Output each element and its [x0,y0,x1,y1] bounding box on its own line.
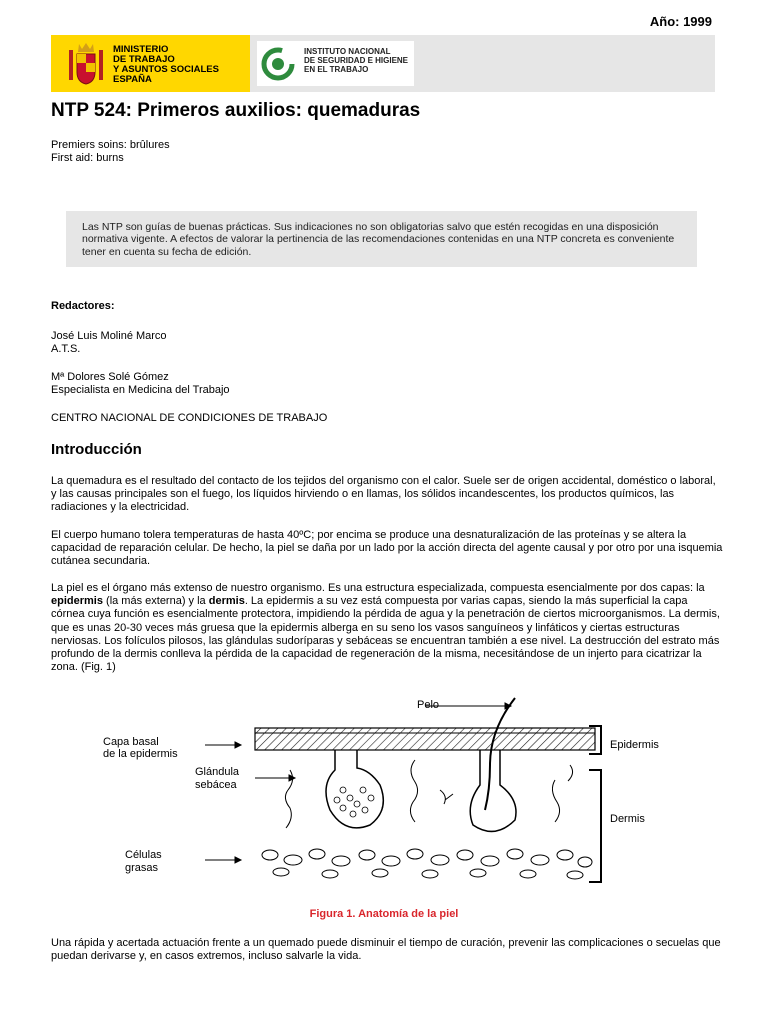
label-celulas-2: grasas [125,862,159,874]
fat-cells [262,849,592,879]
alt-titles [51,139,170,165]
label-glandula-2: sebácea [195,779,237,791]
hair-follicle [470,750,516,831]
ministry-name [113,45,219,85]
epidermis-layer [255,728,595,750]
notice-text: Las NTP son guías de buenas prácticas. Sus indicaciones no son obligatorias salvo que estén recogidas en una disposición normativa vigente. A efectos de valorar la pertinencia de las recomendaciones contenidas en una NTP concreta es conveniente tener en cuenta su fecha de edición. [82,221,675,258]
p3-text: (la más externa) y la [102,595,209,608]
page-title: NTP 524: Primeros auxilios: quemaduras [51,100,421,121]
ministry-line: Y ASUNTOS SOCIALES [113,64,219,75]
label-pelo: Pelo [417,699,440,711]
ministry-line: ESPAÑA [113,74,152,85]
author-2-name: Mª Dolores Solé Gómez [51,371,169,383]
insht-logo [257,41,414,86]
insht-emblem-icon [261,47,295,81]
year-label: Año: 1999 [649,14,712,29]
intro-paragraph-3 [51,582,723,674]
p3-term-dermis: dermis [208,595,245,608]
insht-line: DE SEGURIDAD E HIGIENE [304,56,409,65]
label-glandula: Glándula [195,766,240,778]
skin-anatomy-figure [95,690,685,900]
insht-line: INSTITUTO NACIONAL [304,47,391,56]
insht-line: EN EL TRABAJO [304,65,369,74]
insht-name [304,47,408,74]
ministry-line: MINISTERIO [113,44,169,55]
figure-caption: Figura 1. Anatomía de la piel [309,908,459,920]
ministry-line: DE TRABAJO [113,54,175,65]
coat-of-arms-icon [65,40,107,88]
notice-box [66,211,697,267]
p3-text: La piel es el órgano más extenso de nuestro organismo. Es una estructura especializada, compuesta esencialmente por dos capas: la [51,582,705,594]
label-epidermis: Epidermis [610,739,659,751]
label-dermis: Dermis [610,813,645,825]
authors-heading: Redactores: [51,300,115,312]
subtitle-fr: Premiers soins: brûlures [51,139,170,151]
subtitle-en: First aid: burns [51,152,124,164]
p3-term-epidermis: epidermis [51,595,103,608]
closing-paragraph: Una rápida y acertada actuación frente a un quemado puede disminuir el tiempo de curación, prevenir las complicaciones o secuelas que puedan derivarse y, en casos extremos, incluso salvarle la vida. [51,937,721,963]
intro-paragraph-2: El cuerpo humano tolera temperaturas de hasta 40ºC; por encima se produce una desnaturalización de las proteínas y se altera la capacidad de reparación celular. De hecho, la piel se daña por un lado por la acción directa del agente causal y por otro por una isquemia cutánea secundaria. [51,529,723,568]
author-1-name: José Luis Moliné Marco [51,330,167,342]
section-heading: Introducción [51,441,142,458]
author-2-role: Especialista en Medicina del Trabajo [51,384,230,396]
intro-paragraph-1: La quemadura es el resultado del contacto de los tejidos del organismo con el calor. Suele ser de origen accidental, doméstico o laboral, y las causas principales son el fuego, los líquidos hirviendo o en llamas, los sólidos incandescentes, los productos químicos, las radiaciones y la electricidad. [51,475,716,514]
label-celulas: Células [125,849,162,861]
ministry-logo [51,35,250,92]
center-name: CENTRO NACIONAL DE CONDICIONES DE TRABAJO [51,412,328,424]
author-1-role: A.T.S. [51,343,81,355]
label-capa-basal-2: de la epidermis [103,748,178,760]
p3-text: . La epidermis a su vez está compuesta por varias capas, siendo la más superficial la capa córnea cuya función es esencialmente protectora, impidiendo la pérdida de agua y la penetración de ciertos microorganismos. La dermis, que es unas 20-30 veces más gruesa que la epidermis alberga en su seno los vasos sanguíneos y linfáticos y ciertas estructuras nerviosas. Los folículos pilosos, las glándulas sudoríparas y sebáceas se encuentran también a ese nivel. La destrucción del estrato más profundo de la dermis conlleva la pérdida de la capacidad de regeneración de la misma, necesitándose de un injerto para cicatrizar la zona. (Fig. 1) [51,595,720,674]
label-capa-basal: Capa basal [103,736,159,748]
